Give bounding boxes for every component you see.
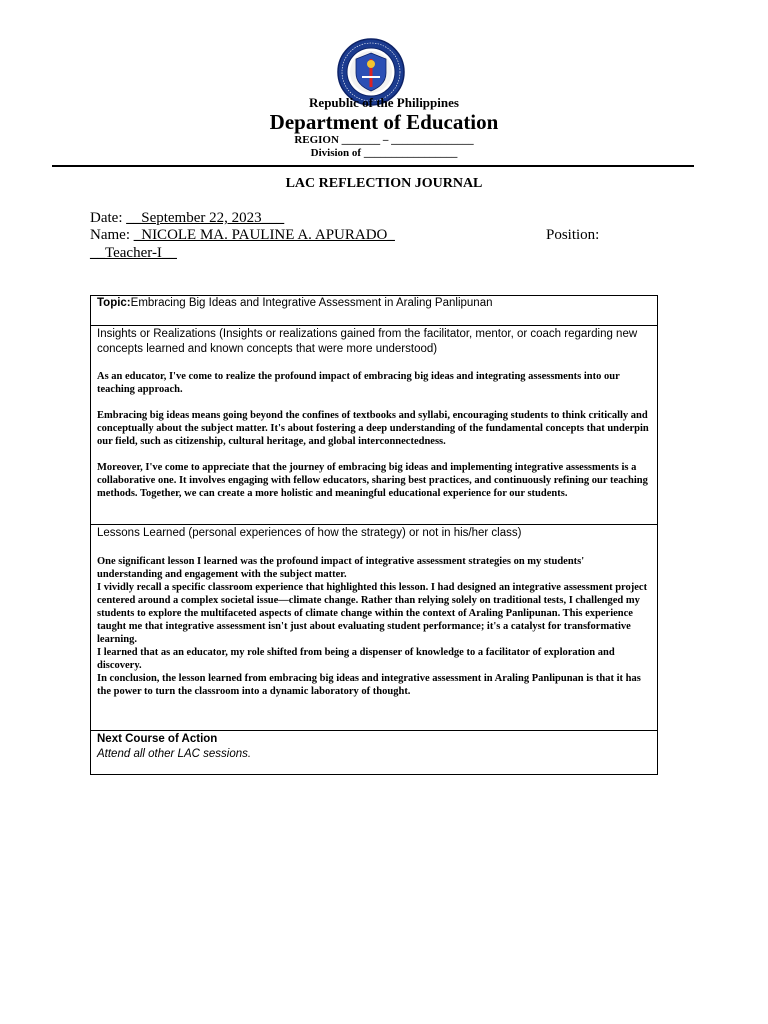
- name-value: _NICOLE MA. PAULINE A. APURADO_: [133, 227, 395, 243]
- lessons-paragraph: In conclusion, the lesson learned from embracing big ideas and integrative assessment in Araling Panlipunan is that it has the power to turn the classroom into a dynamic laboratory of thought.: [97, 673, 641, 697]
- division-line: Division of _________________: [310, 147, 458, 159]
- insights-section: [91, 325, 657, 524]
- lessons-heading: [97, 526, 651, 541]
- position-value: __Teacher-I__: [90, 245, 177, 261]
- region-line: REGION _______ – _______________: [294, 134, 474, 146]
- next-action-label: Next Course of Action: [97, 733, 218, 745]
- lessons-section: [91, 524, 657, 730]
- lessons-paragraph: One significant lesson I learned was the profound impact of integrative assessment strategies on my students' understanding and engagement with the subject matter.: [97, 556, 585, 580]
- topic-label: Topic:: [97, 297, 131, 309]
- insights-paragraph: As an educator, I've come to realize the profound impact of embracing big ideas and integrating assessments into our teaching approach.: [97, 371, 620, 395]
- next-action-value: Attend all other LAC sessions.: [97, 748, 252, 760]
- insights-description: (Insights or realizations gained from the facilitator, mentor, or coach regarding new concepts learned and known concepts that were more understood): [97, 328, 638, 355]
- name-label: Name:: [90, 227, 130, 243]
- lessons-paragraph: I learned that as an educator, my role shifted from being a dispenser of knowledge to a facilitator of exploration and discovery.: [97, 647, 615, 671]
- republic-heading: Republic of the Philippines: [309, 95, 459, 110]
- date-line: [90, 210, 284, 227]
- lessons-paragraph: I vividly recall a specific classroom experience that highlighted this lesson. I had designed an integrative assessment project centered around a complex societal issue—climate change. Rather than relying solely on traditional tests, I challenged my students to explore the multifaceted aspects of climate change within the context of Araling Panlipunan. This experience taught me that integrative assessment isn't just about evaluating student performance; it's a catalyst for transformative learning.: [97, 582, 648, 645]
- reflection-table: [90, 295, 658, 775]
- insights-paragraph: Moreover, I've come to appreciate that the journey of embracing big ideas and implementing integrative assessments is a collaborative one. It involves engaging with fellow educators, sharing best practices, and continuously refining our teaching methods. Together, we can create a more holistic and meaningful educational experience for our students.: [97, 462, 648, 499]
- position-label: Position:: [546, 227, 600, 243]
- lessons-label: Lessons Learned: [97, 527, 186, 539]
- topic-row: [91, 296, 657, 325]
- topic-value: Embracing Big Ideas and Integrative Assessment in Araling Panlipunan: [130, 297, 493, 309]
- insights-paragraph: Embracing big ideas means going beyond the confines of textbooks and syllabi, encouraging students to think critically and conceptually about the subject matter. It's about fostering a deep understanding of the fundamental concepts that underpin our field, such as citizenship, cultural heritage, and global interconnectedness.: [97, 410, 649, 447]
- lessons-description: (personal experiences of how the strategy) or not in his/her class): [185, 527, 522, 539]
- date-label: Date:: [90, 210, 123, 226]
- next-action-section: [91, 730, 657, 774]
- header-divider: [52, 165, 694, 167]
- insights-heading: [97, 327, 651, 357]
- insights-label: Insights or Realizations: [97, 328, 216, 340]
- department-heading: Department of Education: [269, 110, 499, 134]
- name-line: [90, 227, 395, 244]
- journal-title: LAC REFLECTION JOURNAL: [285, 176, 483, 191]
- date-value: __September 22, 2023___: [126, 210, 285, 226]
